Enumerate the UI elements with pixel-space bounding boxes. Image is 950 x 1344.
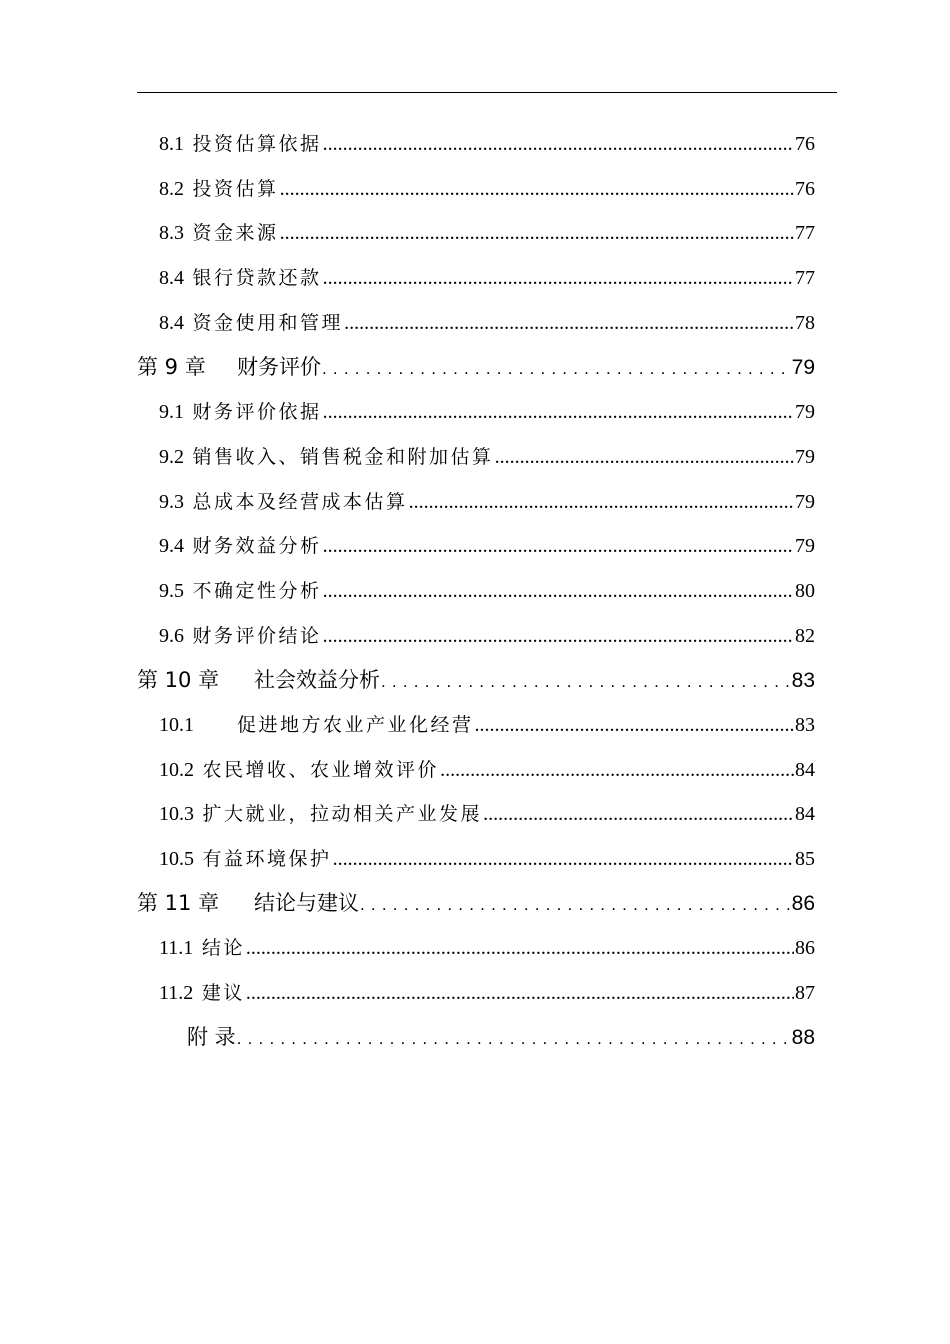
toc-page-number: 80: [795, 580, 815, 602]
toc-page-number: 87: [795, 982, 815, 1004]
dot-leader: [323, 625, 794, 648]
toc-entry-11-2[interactable]: [159, 978, 815, 1008]
dot-leader: [495, 446, 794, 469]
toc-entry-label: 8.2 投资估算: [159, 178, 279, 200]
toc-page-number: 76: [795, 178, 815, 200]
toc-entry-label: 9.3 总成本及经营成本估算: [159, 491, 408, 513]
toc-entry-label: 10.1 促进地方农业产业化经营: [159, 714, 474, 736]
dot-leader: [323, 401, 794, 424]
chapter-title: 财务评价: [237, 355, 321, 379]
dot-leader: [246, 982, 794, 1005]
dot-leader: [360, 895, 792, 915]
toc-page-number: 78: [795, 312, 815, 334]
toc-entry-10-2[interactable]: [159, 755, 815, 785]
dot-leader: [323, 580, 794, 603]
dot-leader: [333, 848, 794, 871]
toc-entry-label: 10.3 扩大就业，拉动相关产业发展: [159, 803, 483, 825]
toc-entry-9-5[interactable]: [159, 576, 815, 606]
toc-page-number: 88: [791, 1026, 815, 1049]
dot-leader: [280, 178, 794, 201]
dot-leader: [440, 759, 794, 782]
dot-leader: [409, 491, 794, 514]
toc-page-number: 79: [795, 491, 815, 513]
dot-leader: [344, 312, 794, 335]
dot-leader: [246, 937, 794, 960]
toc-page-number: 82: [795, 625, 815, 647]
toc-page-number: 77: [795, 267, 815, 289]
dot-leader: [280, 222, 794, 245]
toc-page-number: 85: [795, 848, 815, 870]
toc-entry-10-1[interactable]: [159, 710, 815, 740]
chapter-title: 社会效益分析: [254, 668, 380, 692]
dot-leader: [475, 714, 794, 737]
toc-appendix[interactable]: [187, 1021, 815, 1051]
dot-leader: [237, 1029, 792, 1049]
toc-page-number: 79: [795, 446, 815, 468]
dot-leader: [322, 359, 792, 379]
toc-entry-label: 9.6 财务评价结论: [159, 625, 322, 647]
toc-entry-label: 9.2 销售收入、销售税金和附加估算: [159, 446, 494, 468]
toc-entry-8-2[interactable]: [159, 174, 815, 204]
chapter-title: 结论与建议: [254, 891, 359, 915]
toc-page-number: 79: [795, 535, 815, 557]
toc-chapter-11[interactable]: [137, 887, 815, 917]
toc-entry-10-5[interactable]: [159, 844, 815, 874]
toc-entry-label: 8.4 银行贷款还款: [159, 267, 322, 289]
toc-entry-label: 9.4 财务效益分析: [159, 535, 322, 557]
chapter-number: 第 9 章: [137, 355, 206, 379]
chapter-number: 第 11 章: [137, 891, 220, 915]
toc-entry-label: 8.3 资金来源: [159, 222, 279, 244]
toc-page-number: 84: [795, 803, 815, 825]
toc-page-number: 79: [795, 401, 815, 423]
toc-entry-label: 8.1 投资估算依据: [159, 133, 322, 155]
toc-entry-9-6[interactable]: [159, 621, 815, 651]
toc-page-number: 86: [791, 892, 815, 915]
dot-leader: [323, 535, 794, 558]
dot-leader: [323, 133, 794, 156]
toc-chapter-10[interactable]: [137, 664, 815, 694]
toc-entry-label: 10.2 农民增收、农业增效评价: [159, 759, 440, 781]
toc-page-number: 76: [795, 133, 815, 155]
toc-page-number: 79: [791, 356, 815, 379]
toc-entry-8-4[interactable]: [159, 263, 815, 293]
toc-entry-8-1[interactable]: [159, 129, 815, 159]
header-rule: [137, 92, 837, 93]
toc-entry-9-3[interactable]: [159, 487, 815, 517]
dot-leader: [323, 267, 794, 290]
toc-entry-9-2[interactable]: [159, 442, 815, 472]
toc-entry-9-4[interactable]: [159, 531, 815, 561]
toc-chapter-9[interactable]: [137, 351, 815, 381]
toc-page-number: 86: [795, 937, 815, 959]
toc-page-number: 83: [795, 714, 815, 736]
toc-entry-label: 11.2 建议: [159, 982, 245, 1004]
toc-entry-label: 9.5 不确定性分析: [159, 580, 322, 602]
toc-entry-8-4b[interactable]: [159, 308, 815, 338]
toc-entry-10-3[interactable]: [159, 799, 815, 829]
toc-entry-9-1[interactable]: [159, 397, 815, 427]
toc-entry-11-1[interactable]: [159, 933, 815, 963]
toc-entry-label: 9.1 财务评价依据: [159, 401, 322, 423]
toc-page-number: 83: [791, 669, 815, 692]
toc-page-number: 84: [795, 759, 815, 781]
toc-entry-label: 8.4 资金使用和管理: [159, 312, 344, 334]
dot-leader: [483, 803, 794, 826]
appendix-title: 附 录: [187, 1025, 236, 1049]
toc-entry-8-3[interactable]: [159, 218, 815, 248]
chapter-number: 第 10 章: [137, 668, 220, 692]
toc-entry-label: 10.5 有益环境保护: [159, 848, 332, 870]
toc-entry-label: 11.1 结论: [159, 937, 245, 959]
dot-leader: [381, 672, 792, 692]
toc-page-number: 77: [795, 222, 815, 244]
